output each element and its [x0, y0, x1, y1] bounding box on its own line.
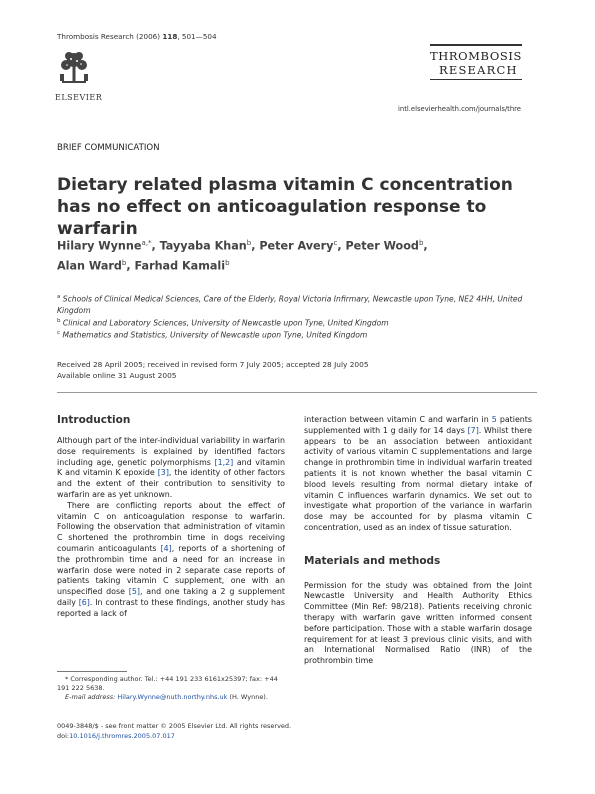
journal-brand-logo: [430, 44, 530, 80]
copyright-block: 0049-3848/$ - see front matter © 2005 Elsevier Ltd. All rights reserved. doi:10.1016/j.thromres.2005.07.017: [57, 722, 292, 740]
journal-url-link[interactable]: intl.elsevierhealth.com/journals/thre: [398, 105, 521, 113]
author-name[interactable]: Peter Wood: [345, 239, 419, 253]
publisher-wordmark: ELSEVIER: [55, 93, 103, 102]
author-name[interactable]: Peter Avery: [259, 239, 334, 253]
brand-word-2: RESEARCH: [439, 62, 518, 77]
article-title: Dietary related plasma vitamin C concentration has no effect on anticoagulation response to warfarin: [57, 175, 513, 239]
paragraph: There are conflicting reports about the effect of vitamin C on anticoagulation response to warfarin. Following the observation that administration of vitamin C shortened the prothrombin time in dogs receiving coumarin anticoagulants [4], reports of a shortening of the prothrombin time and a need for an increase in warfarin dose were noted in 2 separate case reports of patients taking vitamin C supplement, one with an unspecified dose [5], and one taking a 2 g supplement daily [6]. In contrast to these findings, another study has reported a lack of: [57, 500, 285, 618]
introduction-body: [57, 436, 285, 620]
paragraph: Permission for the study was obtained from the Joint Newcastle University and Health Authority Ethics Committee (Min Ref: 98/218). Patients receiving chronic therapy with warfarin gave written informed consent before participation. Those with a stable warfarin dosage requirement for at least 3 previous clinic visits, and with an International Normalised Ratio (INR) of the prothrombin time: [304, 580, 532, 666]
author-name[interactable]: Tayyaba Khan: [159, 239, 247, 253]
reference-link[interactable]: [4]: [160, 543, 172, 553]
reference-link[interactable]: [6]: [78, 597, 90, 607]
corresponding-author-footnote: * Corresponding author. Tel.: +44 191 233 6161x25397; fax: +44 191 222 5638. E-mail address: Hilary.Wynne@nuth.northy.nhs.uk (H. Wynne).: [57, 675, 278, 701]
paragraph: Although part of the inter-individual variability in warfarin dose requirements is explained by identified factors including age, genetic polymorphisms [1,2] and vitamin K and vitamin K epoxide [3], the identity of other factors and the extent of their contribution to sensitivity to warfarin are as yet unknown.: [57, 436, 285, 499]
section-heading-methods: Materials and methods: [304, 554, 441, 567]
reference-link[interactable]: [3]: [157, 468, 169, 478]
author-name[interactable]: Farhad Kamali: [134, 259, 226, 273]
brand-rule-top: [430, 44, 522, 46]
article-type: BRIEF COMMUNICATION: [57, 143, 160, 153]
affiliation-a: $^a$ Schools of Clinical Medical Sciences, Care of the Elderly, Royal Victoria Infirmary, Newcastle upon Tyne, NE2 4HH, United Kingdom: [57, 294, 523, 315]
elsevier-tree-logo: [57, 50, 91, 88]
reference-link[interactable]: [7]: [467, 425, 479, 435]
article-history: Received 28 April 2005; received in revised form 7 July 2005; accepted 28 July 2005 Available online 31 August 2005: [57, 360, 369, 380]
author-list: Hilary Wynne$^{a,*}$, Tayyaba Khan$^b$, Peter Avery$^c$, Peter Wood$^b$, Alan Ward$^b$, Farhad Kamali$^b$: [57, 239, 428, 273]
journal-citation: Thrombosis Research (2006) 118, 501—504: [57, 32, 217, 41]
doi-link[interactable]: 10.1016/j.thromres.2005.07.017: [69, 731, 175, 740]
affiliations: [57, 292, 537, 341]
reference-link[interactable]: [5]: [128, 587, 140, 597]
volume-number: 118: [162, 32, 178, 41]
email-link[interactable]: Hilary.Wynne@nuth.northy.nhs.uk: [117, 693, 228, 701]
paragraph: interaction between vitamin C and warfarin in 5 patients supplemented with 1 g daily for 14 days [7]. Whilst there appears to be an association between antioxidant activity of various vitamin C supplementations and large change in prothrombin time in individual warfarin treated patients it is not known whether the basal vitamin C blood levels resulting from normal dietary intake of vitamin C influences warfarin dynamics. We set out to investigate what proportion of the variance in warfarin dose may be accounted for by plasma vitamin C concentration, used as an index of tissue saturation.: [304, 415, 533, 532]
footnote-divider: [57, 671, 127, 672]
right-column-body: [304, 415, 532, 667]
brand-rule-bottom: [430, 79, 522, 81]
reference-link[interactable]: 5: [491, 415, 497, 424]
section-heading-introduction: Introduction: [57, 414, 131, 426]
author-name[interactable]: Hilary Wynne: [57, 239, 142, 253]
reference-link[interactable]: [1,2]: [214, 457, 234, 467]
author-name[interactable]: Alan Ward: [57, 259, 122, 273]
brand-word-1: THROMBOSIS: [430, 48, 522, 63]
header-divider: [57, 392, 537, 393]
affiliation-b: $^b$ Clinical and Laboratory Sciences, University of Newcastle upon Tyne, United Kingdom: [57, 317, 389, 328]
affiliation-c: $^c$ Mathematics and Statistics, University of Newcastle upon Tyne, United Kingdom: [57, 330, 368, 340]
